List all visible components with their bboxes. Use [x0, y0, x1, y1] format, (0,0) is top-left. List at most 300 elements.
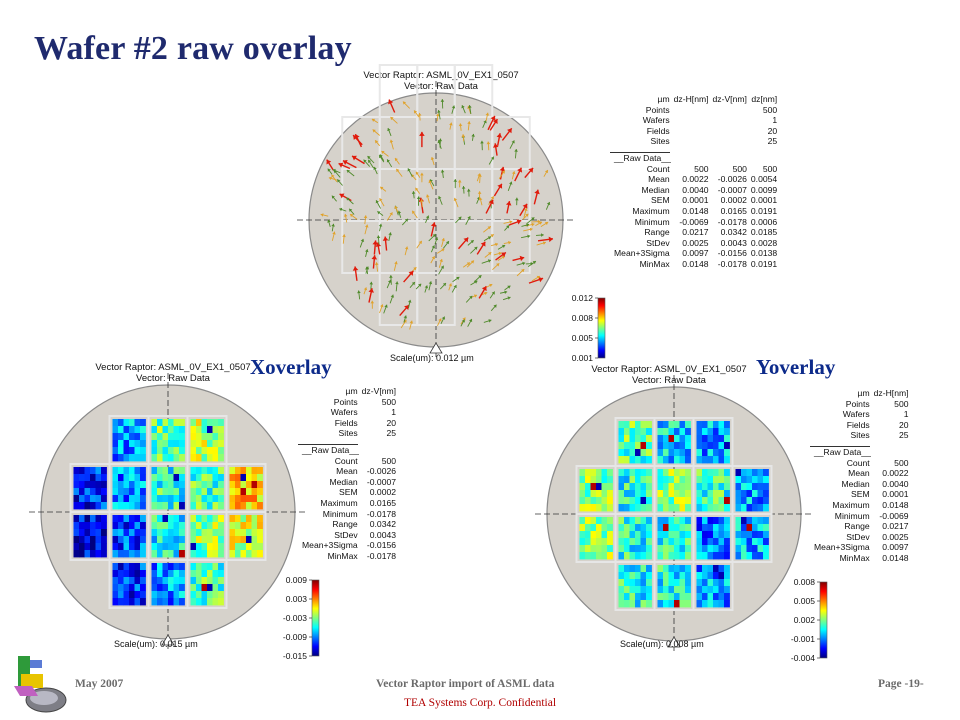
heatmap-cell: [213, 440, 219, 447]
heatmap-cell: [179, 522, 185, 529]
heatmap-cell: [140, 598, 146, 605]
heatmap-cell: [697, 545, 703, 552]
heatmap-cell: [202, 502, 208, 509]
colorbar-tick-label: -0.004: [790, 653, 815, 663]
heatmap-cell: [218, 467, 224, 474]
heatmap-cell: [135, 522, 141, 529]
stat-value: 0.0040: [682, 184, 709, 195]
heatmap-cell: [624, 421, 630, 428]
heatmap-cell: [230, 543, 236, 550]
heatmap-cell: [168, 591, 174, 598]
heatmap-cell: [202, 433, 208, 440]
heatmap-cell: [213, 426, 219, 433]
heatmap-cell: [163, 598, 169, 605]
heatmap-cell: [635, 456, 641, 463]
heatmap-cell: [697, 442, 703, 449]
heatmap-cell: [702, 442, 708, 449]
heatmap-cell: [90, 529, 96, 536]
heatmap-cell: [191, 467, 197, 474]
heatmap-cell: [646, 524, 652, 531]
heatmap-cell: [641, 476, 647, 483]
heatmap-cell: [624, 483, 630, 490]
heatmap-cell: [724, 428, 730, 435]
heatmap-cell: [669, 435, 675, 442]
heatmap-cell: [607, 517, 613, 524]
heatmap-cell: [674, 435, 680, 442]
heatmap-cell: [713, 469, 719, 476]
heatmap-cell: [174, 584, 180, 591]
unit-label: µm: [857, 388, 870, 398]
heatmap-cell: [680, 469, 686, 476]
heatmap-cell: [118, 474, 124, 481]
xoverlay-data-row: [298, 466, 396, 477]
heatmap-cell: [674, 586, 680, 593]
heatmap-cell: [113, 488, 119, 495]
heatmap-cell: [218, 529, 224, 536]
colorbar-tick-label: 0.008: [793, 577, 815, 587]
heatmap-cell: [202, 454, 208, 461]
heatmap-cell: [140, 447, 146, 454]
xoverlay-subtitle: Vector: Raw Data: [136, 373, 210, 384]
heatmap-cell: [135, 543, 141, 550]
heatmap-cell: [752, 538, 758, 545]
heatmap-cell: [702, 428, 708, 435]
heatmap-cell: [641, 456, 647, 463]
heatmap-cell: [218, 550, 224, 557]
heatmap-cell: [163, 440, 169, 447]
heatmap-cell: [747, 469, 753, 476]
stat-label: Sites: [850, 430, 870, 441]
heatmap-cell: [157, 481, 163, 488]
heatmap-cell: [129, 447, 135, 454]
heatmap-cell: [163, 502, 169, 509]
heatmap-cell: [697, 586, 703, 593]
heatmap-cell: [658, 593, 664, 600]
heatmap-cell: [213, 543, 219, 550]
heatmap-cell: [174, 495, 180, 502]
heatmap-cell: [191, 495, 197, 502]
heatmap-cell: [747, 552, 753, 559]
heatmap-cell: [658, 483, 664, 490]
heatmap-cell: [674, 504, 680, 511]
heatmap-cell: [680, 538, 686, 545]
heatmap-cell: [157, 502, 163, 509]
heatmap-cell: [658, 456, 664, 463]
heatmap-cell: [713, 490, 719, 497]
heatmap-cell: [163, 570, 169, 577]
heatmap-cell: [174, 543, 180, 550]
heatmap-cell: [168, 570, 174, 577]
stat-value: 0.0099: [750, 184, 778, 195]
heatmap-cell: [663, 497, 669, 504]
heatmap-cell: [708, 531, 714, 538]
stat-value: 1: [903, 409, 909, 420]
xoverlay-stats-table: [298, 386, 396, 562]
heatmap-cell: [674, 538, 680, 545]
heatmap-cell: [118, 419, 124, 426]
stat-value: 0.0217: [682, 227, 709, 238]
heatmap-cell: [174, 550, 180, 557]
heatmap-cell: [124, 481, 130, 488]
heatmap-cell: [674, 456, 680, 463]
heatmap-cell: [241, 474, 247, 481]
yoverlay-colorbar: [782, 576, 842, 668]
heatmap-cell: [179, 515, 185, 522]
heatmap-cell: [702, 517, 708, 524]
stat-value: -0.0156: [366, 540, 397, 551]
heatmap-cell: [174, 577, 180, 584]
stat-label: Count: [846, 457, 870, 468]
heatmap-cell: [196, 419, 202, 426]
heatmap-cell: [157, 577, 163, 584]
stat-label: Mean: [336, 466, 358, 477]
stat-value: 0.0002: [720, 195, 747, 206]
colorbar-tick-label: -0.015: [282, 651, 307, 661]
heatmap-cell: [124, 550, 130, 557]
stat-value: -0.0007: [717, 184, 747, 195]
heatmap-cell: [179, 591, 185, 598]
heatmap-cell: [257, 488, 263, 495]
heatmap-cell: [124, 563, 130, 570]
heatmap-cell: [241, 515, 247, 522]
heatmap-cell: [708, 469, 714, 476]
heatmap-cell: [658, 565, 664, 572]
heatmap-cell: [174, 522, 180, 529]
heatmap-cell: [736, 497, 742, 504]
heatmap-cell: [230, 515, 236, 522]
heatmap-cell: [763, 524, 769, 531]
stat-label: Count: [334, 455, 358, 466]
heatmap-cell: [90, 495, 96, 502]
heatmap-cell: [708, 600, 714, 607]
stat-value: 0.0138: [750, 248, 778, 259]
heatmap-cell: [101, 522, 107, 529]
heatmap-cell: [607, 490, 613, 497]
heatmap-cell: [724, 469, 730, 476]
heatmap-cell: [763, 538, 769, 545]
heatmap-cell: [241, 495, 247, 502]
heatmap-cell: [708, 449, 714, 456]
heatmap-cell: [79, 536, 85, 543]
heatmap-cell: [191, 584, 197, 591]
heatmap-cell: [724, 565, 730, 572]
heatmap-cell: [708, 504, 714, 511]
heatmap-cell: [724, 600, 730, 607]
stat-value: [670, 105, 709, 116]
heatmap-cell: [257, 474, 263, 481]
heatmap-cell: [90, 550, 96, 557]
heatmap-cell: [747, 524, 753, 531]
heatmap-cell: [708, 517, 714, 524]
heatmap-cell: [174, 433, 180, 440]
yoverlay-data-row: [810, 479, 909, 490]
heatmap-cell: [658, 442, 664, 449]
yoverlay-section-row: [810, 446, 909, 457]
heatmap-cell: [129, 550, 135, 557]
heatmap-cell: [113, 502, 119, 509]
heatmap-cell: [697, 497, 703, 504]
stat-value: [670, 115, 709, 126]
yoverlay-label: Yoverlay: [756, 355, 836, 379]
heatmap-cell: [680, 504, 686, 511]
heatmap-cell: [602, 504, 608, 511]
heatmap-cell: [607, 497, 613, 504]
heatmap-cell: [624, 456, 630, 463]
heatmap-cell: [747, 476, 753, 483]
heatmap-cell: [174, 570, 180, 577]
heatmap-cell: [196, 584, 202, 591]
heatmap-cell: [680, 421, 686, 428]
heatmap-cell: [674, 497, 680, 504]
heatmap-cell: [724, 586, 730, 593]
heatmap-cell: [207, 550, 213, 557]
heatmap-cell: [218, 488, 224, 495]
heatmap-cell: [196, 515, 202, 522]
heatmap-cell: [241, 522, 247, 529]
heatmap-cell: [697, 579, 703, 586]
heatmap-cell: [630, 476, 636, 483]
heatmap-cell: [646, 504, 652, 511]
heatmap-cell: [179, 570, 185, 577]
heatmap-cell: [585, 497, 591, 504]
heatmap-cell: [741, 490, 747, 497]
heatmap-cell: [741, 504, 747, 511]
heatmap-cell: [713, 504, 719, 511]
colorbar-tick-label: 0.009: [285, 575, 307, 585]
heatmap-cell: [747, 483, 753, 490]
colorbar-tick-label: 0.005: [571, 333, 593, 343]
heatmap-cell: [101, 481, 107, 488]
heatmap-cell: [207, 502, 213, 509]
heatmap-cell: [646, 586, 652, 593]
heatmap-cell: [658, 435, 664, 442]
heatmap-cell: [140, 467, 146, 474]
heatmap-cell: [619, 497, 625, 504]
heatmap-cell: [736, 517, 742, 524]
heatmap-cell: [680, 483, 686, 490]
vector-colorbar: [560, 292, 620, 372]
heatmap-cell: [719, 449, 725, 456]
stat-label: Median: [329, 476, 358, 487]
heatmap-cell: [708, 545, 714, 552]
heatmap-cell: [85, 529, 91, 536]
heatmap-cell: [213, 481, 219, 488]
heatmap-cell: [697, 504, 703, 511]
heatmap-cell: [90, 467, 96, 474]
heatmap-cell: [630, 531, 636, 538]
heatmap-cell: [680, 476, 686, 483]
heatmap-cell: [713, 517, 719, 524]
heatmap-cell: [591, 524, 597, 531]
heatmap-cell: [669, 545, 675, 552]
heatmap-cell: [619, 449, 625, 456]
heatmap-cell: [74, 502, 80, 509]
wafer-vector-map: [296, 70, 596, 370]
heatmap-cell: [680, 531, 686, 538]
heatmap-cell: [580, 497, 586, 504]
heatmap-cell: [635, 497, 641, 504]
stat-value: -0.0178: [366, 550, 397, 561]
heatmap-cell: [230, 474, 236, 481]
heatmap-cell: [713, 531, 719, 538]
heatmap-cell: [218, 584, 224, 591]
heatmap-cell: [713, 600, 719, 607]
vector-data-row: [610, 164, 777, 175]
heatmap-cell: [752, 497, 758, 504]
heatmap-cell: [179, 488, 185, 495]
heatmap-cell: [758, 524, 764, 531]
heatmap-cell: [663, 449, 669, 456]
column-header: dz[nm]: [751, 94, 778, 104]
heatmap-cell: [157, 440, 163, 447]
heatmap-cell: [179, 447, 185, 454]
heatmap-cell: [179, 577, 185, 584]
stat-value: 0.0028: [750, 237, 778, 248]
heatmap-cell: [202, 467, 208, 474]
heatmap-cell: [713, 586, 719, 593]
heatmap-cell: [157, 447, 163, 454]
heatmap-cell: [591, 483, 597, 490]
heatmap-cell: [635, 476, 641, 483]
heatmap-cell: [79, 495, 85, 502]
heatmap-cell: [708, 483, 714, 490]
heatmap-cell: [741, 552, 747, 559]
heatmap-cell: [602, 476, 608, 483]
stat-label: Count: [646, 163, 670, 174]
section-label: __Raw Data__: [614, 152, 671, 163]
heatmap-cell: [230, 495, 236, 502]
stat-value: [670, 126, 709, 137]
heatmap-cell: [763, 476, 769, 483]
heatmap-cell: [646, 497, 652, 504]
vector-data-row: [610, 238, 777, 249]
heatmap-cell: [163, 433, 169, 440]
heatmap-cell: [129, 515, 135, 522]
heatmap-cell: [246, 502, 252, 509]
heatmap-cell: [697, 565, 703, 572]
heatmap-cell: [101, 515, 107, 522]
heatmap-cell: [79, 502, 85, 509]
heatmap-cell: [669, 517, 675, 524]
heatmap-cell: [118, 598, 124, 605]
heatmap-cell: [74, 488, 80, 495]
heatmap-cell: [96, 467, 102, 474]
heatmap-cell: [624, 428, 630, 435]
heatmap-cell: [163, 550, 169, 557]
stat-value: 500: [894, 398, 909, 409]
stat-value: -0.0007: [366, 476, 397, 487]
stat-value: 0.0043: [720, 237, 747, 248]
xoverlay-header-row: [298, 386, 396, 397]
stat-label: Range: [644, 227, 670, 238]
stat-value: -0.0026: [366, 466, 397, 477]
heatmap-cell: [708, 421, 714, 428]
yoverlay-subtitle: Vector: Raw Data: [632, 375, 706, 386]
heatmap-cell: [168, 440, 174, 447]
heatmap-cell: [641, 497, 647, 504]
heatmap-cell: [680, 586, 686, 593]
heatmap-cell: [724, 421, 730, 428]
heatmap-cell: [196, 570, 202, 577]
heatmap-cell: [113, 433, 119, 440]
xoverlay-data-row: [298, 477, 396, 488]
heatmap-cell: [85, 522, 91, 529]
heatmap-cell: [168, 577, 174, 584]
heatmap-cell: [85, 550, 91, 557]
colorbar-tick-label: 0.001: [571, 353, 593, 363]
heatmap-cell: [152, 522, 158, 529]
xoverlay-data-row: [298, 487, 396, 498]
heatmap-cell: [697, 421, 703, 428]
colorbar-gradient: [598, 298, 605, 358]
heatmap-cell: [157, 433, 163, 440]
heatmap-cell: [752, 545, 758, 552]
heatmap-cell: [235, 515, 241, 522]
stat-label: Maximum: [832, 499, 870, 510]
heatmap-cell: [580, 524, 586, 531]
yoverlay-title: Vector Raptor: ASML_0V_EX1_0507: [591, 364, 747, 375]
heatmap-cell: [641, 435, 647, 442]
heatmap-cell: [218, 522, 224, 529]
heatmap-cell: [641, 552, 647, 559]
heatmap-cell: [708, 565, 714, 572]
heatmap-cell: [163, 495, 169, 502]
heatmap-cell: [140, 591, 146, 598]
vector-data-row: [610, 227, 777, 238]
heatmap-cell: [168, 515, 174, 522]
heatmap-cell: [241, 536, 247, 543]
heatmap-cell: [257, 536, 263, 543]
heatmap-cell: [157, 550, 163, 557]
heatmap-cell: [724, 524, 730, 531]
heatmap-cell: [658, 545, 664, 552]
heatmap-cell: [630, 490, 636, 497]
heatmap-cell: [635, 531, 641, 538]
heatmap-cell: [74, 522, 80, 529]
heatmap-cell: [85, 536, 91, 543]
heatmap-cell: [257, 481, 263, 488]
heatmap-cell: [129, 502, 135, 509]
heatmap-cell: [674, 442, 680, 449]
heatmap-cell: [596, 497, 602, 504]
heatmap-cell: [202, 522, 208, 529]
heatmap-cell: [596, 545, 602, 552]
heatmap-cell: [763, 483, 769, 490]
heatmap-cell: [135, 481, 141, 488]
colorbar-gradient: [312, 580, 319, 656]
heatmap-cell: [585, 545, 591, 552]
heatmap-cell: [174, 515, 180, 522]
heatmap-cell: [129, 563, 135, 570]
heatmap-cell: [624, 600, 630, 607]
vector-scale-label: Scale(um): 0.012 µm: [390, 353, 474, 363]
heatmap-cell: [641, 524, 647, 531]
heatmap-cell: [680, 517, 686, 524]
stat-label: Mean+3Sigma: [814, 542, 870, 553]
heatmap-cell: [191, 426, 197, 433]
heatmap-cell: [163, 467, 169, 474]
heatmap-cell: [202, 550, 208, 557]
heatmap-cell: [235, 502, 241, 509]
heatmap-cell: [674, 449, 680, 456]
heatmap-cell: [129, 543, 135, 550]
heatmap-cell: [635, 504, 641, 511]
heatmap-cell: [196, 598, 202, 605]
heatmap-cell: [202, 563, 208, 570]
heatmap-cell: [230, 467, 236, 474]
stat-value: 500: [762, 163, 778, 174]
heatmap-cell: [135, 474, 141, 481]
